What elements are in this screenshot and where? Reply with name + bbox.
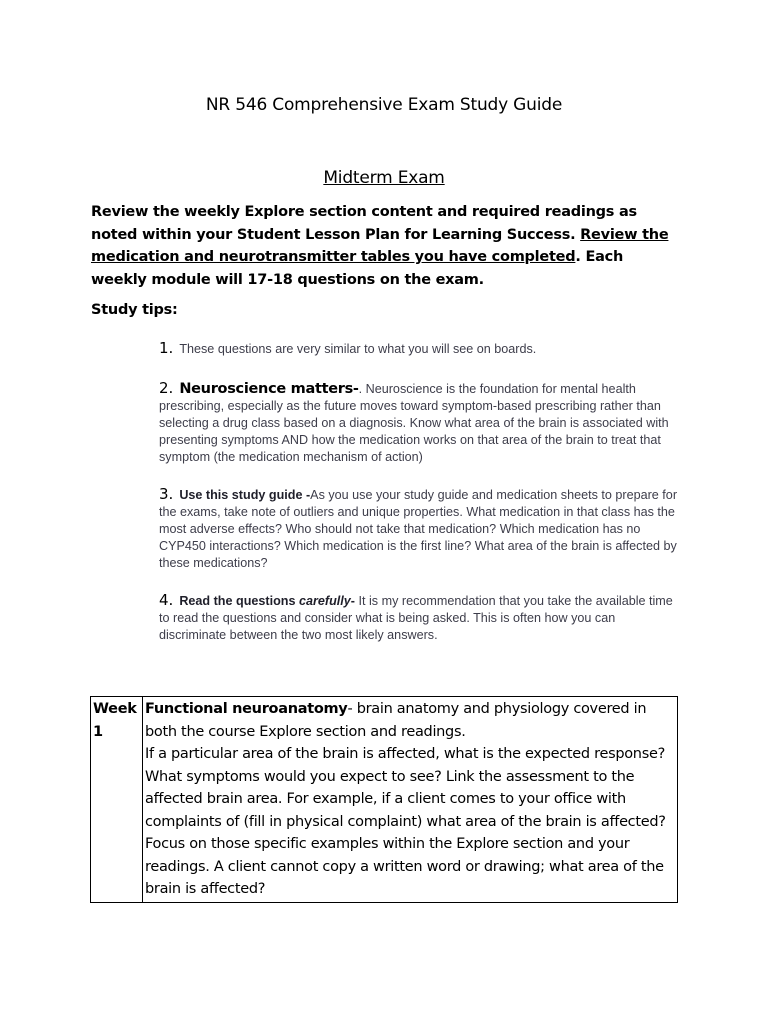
tip-heading — [179, 594, 355, 608]
tip-item-2 — [159, 380, 681, 466]
tip-number: 3. — [159, 485, 174, 503]
tip-text: As you use your study guide and medication sheets to prepare for the exams, take note of outliers and unique properties. What medication in that class has the most adverse effects? Who should not take that medication? Which medication has no CYP450 interactions? Which medication is the first line? What area of the brain is affected by these medications? — [159, 488, 678, 570]
intro-underlined-text: Review the medication and neurotransmitter tables you have completed — [91, 226, 669, 265]
tip-text: It is my recommendation that you take the available time to read the questions and consider what is being asked. This is often how you can discriminate between the two most likely answers. — [159, 594, 673, 642]
tip-item-4 — [159, 592, 681, 644]
tip-text: . Neuroscience is the foundation for mental health prescribing, especially as the future moves toward symptom-based prescribing rather than selecting a drug class based on a diagnosis. Know what area of the brain is associated with presenting symptoms AND how the medication works on that area of the brain to treat that symptom (the medication mechanism of action) — [159, 382, 669, 464]
tip-number: 1. — [159, 339, 174, 357]
document-title: NR 546 Comprehensive Exam Study Guide — [205, 95, 563, 115]
study-tips-label: Study tips: — [91, 302, 178, 318]
week-cell: Week 1 — [91, 697, 143, 903]
tip-item-1 — [159, 340, 681, 358]
weekly-topics-table — [90, 696, 678, 903]
tip-heading: Use this study guide - — [179, 488, 311, 502]
topic-cell — [143, 697, 678, 903]
table-row — [91, 697, 678, 903]
topic-line-4: Focus on those specific examples within the Explore section and your readings. A client cannot copy a written word or drawing; what area of the brain is affected? — [145, 836, 664, 897]
tip-heading-italic: carefully — [298, 594, 351, 608]
tip-number: 2. — [159, 379, 174, 397]
topic-line-2: If a particular area of the brain is affected, what is the expected response? — [145, 746, 665, 762]
tip-number: 4. — [159, 591, 174, 609]
topic-line-3: What symptoms would you expect to see? Link the assessment to the affected brain area. For example, if a client comes to your office with complaints of (fill in physical complaint) what area of the brain is affected? — [145, 768, 666, 830]
topic-line-1 — [145, 698, 675, 743]
tip-item-3 — [159, 486, 681, 572]
tip-heading-end: - — [350, 594, 355, 608]
tip-heading: Neuroscience matters- — [179, 381, 359, 397]
intro-text-2: . Each weekly module will 17-18 questions on the exam. — [91, 249, 624, 288]
intro-paragraph — [91, 201, 681, 291]
tip-text: These questions are very similar to what you will see on boards. — [179, 342, 537, 356]
topic-text: - brain anatomy and physiology covered in both the course Explore section and readings. — [145, 701, 647, 740]
tip-heading-text: Read the questions — [179, 594, 299, 608]
intro-text-1: Review the weekly Explore section content and required readings as noted within your Student Lesson Plan for Learning Success. — [91, 204, 637, 243]
section-heading-midterm: Midterm Exam — [323, 168, 445, 188]
topic-heading: Functional neuroanatomy — [145, 701, 348, 717]
